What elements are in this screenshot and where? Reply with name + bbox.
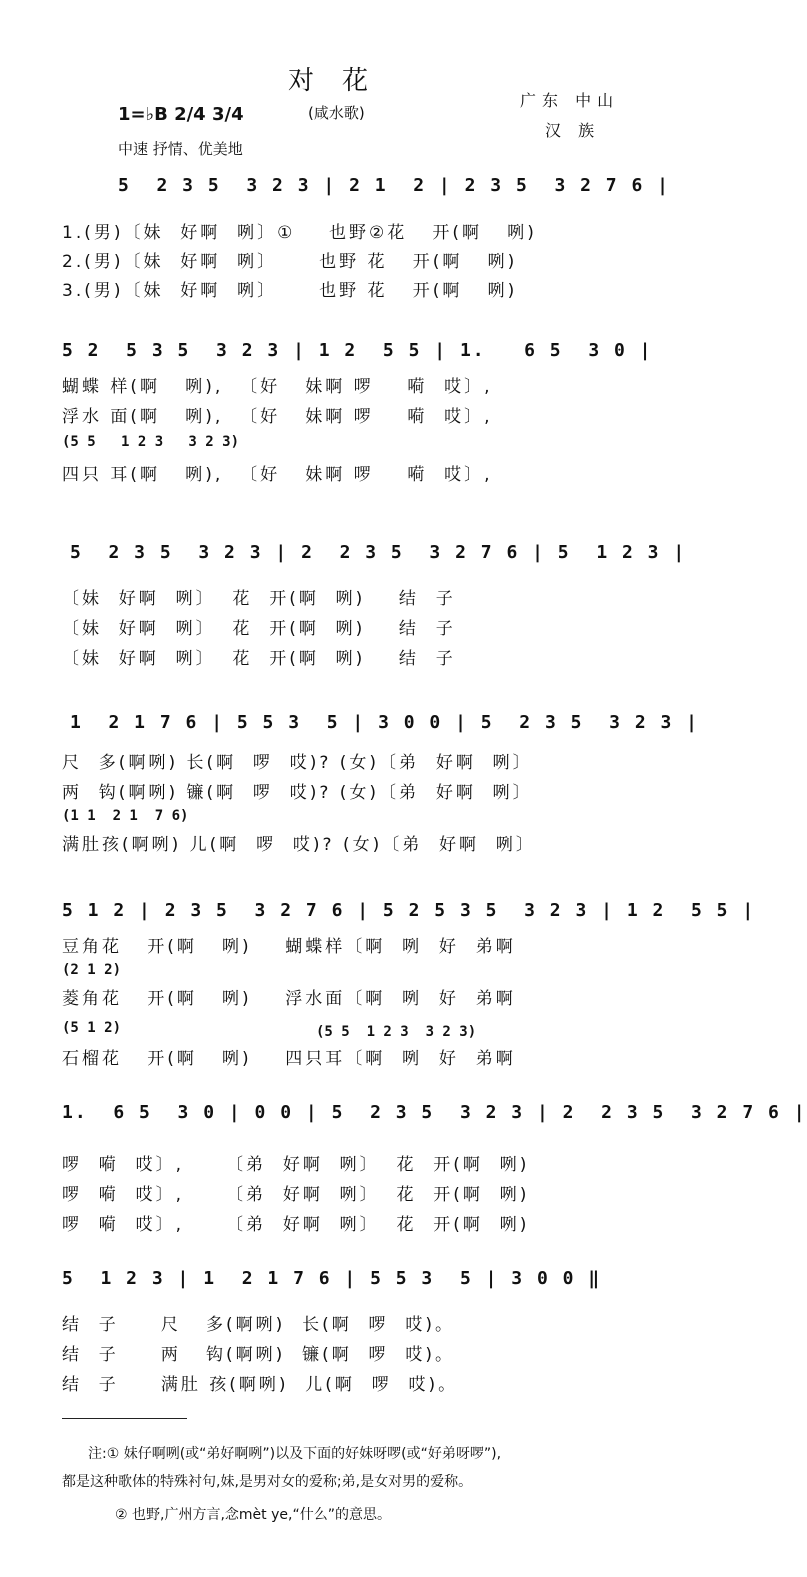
staff-notes: 5 1 2 3 | 1 2 1 7 6 | 5 5 3 5 | 3 0 0 ‖: [62, 1268, 602, 1289]
lyric-line: 啰 嗬 哎〕, 〔弟 好啊 咧〕 花 开(啊 咧): [62, 1155, 530, 1175]
alt-notes: (5 5 1 2 3 3 2 3): [316, 1024, 477, 1040]
lyric-line: 1.(男)〔妹 好啊 咧〕① 也野②花 开(啊 咧): [62, 223, 537, 243]
staff-notes: 1 2 1 7 6 | 5 5 3 5 | 3 0 0 | 5 2 3 5 3 2 3 |: [70, 712, 700, 733]
lyric-line: 菱角花 开(啊 咧) 浮水面〔啊 咧 好 弟啊: [62, 989, 516, 1009]
lyric-line: 蝴蝶 样(啊 咧), 〔好 妹啊 啰 嗬 哎〕,: [62, 377, 493, 397]
lyric-line: 满肚孩(啊咧) 儿(啊 啰 哎)? (女)〔弟 好啊 咧〕: [62, 835, 536, 855]
lyric-line: 啰 嗬 哎〕, 〔弟 好啊 咧〕 花 开(啊 咧): [62, 1215, 530, 1235]
footnote-1-line-1: 注:① 妹仔啊咧(或“弟好啊咧”)以及下面的好妹呀啰(或“好弟呀啰”),: [88, 1446, 502, 1462]
alt-notes: (1 1 2 1 7 6): [62, 808, 189, 824]
lyric-line: 结 子 尺 多(啊咧) 长(啊 啰 哎)。: [62, 1315, 455, 1335]
origin-ethnicity: 汉 族: [545, 121, 601, 140]
staff-notes: 5 2 5 3 5 3 2 3 | 1 2 5 5 | 1. 6 5 3 0 |: [62, 340, 653, 361]
lyric-line: 〔妹 好啊 咧〕 花 开(啊 咧) 结 子: [62, 589, 456, 609]
staff-notes: 5 2 3 5 3 2 3 | 2 2 3 5 3 2 7 6 | 5 1 2 3 |: [70, 542, 687, 563]
origin-region: 广东 中山: [520, 91, 620, 110]
alt-notes: (5 5 1 2 3 3 2 3): [62, 434, 240, 450]
lyric-line: 石榴花 开(啊 咧) 四只耳〔啊 咧 好 弟啊: [62, 1049, 516, 1069]
staff-notes: 5 1 2 | 2 3 5 3 2 7 6 | 5 2 5 3 5 3 2 3 | 1 2 5 5 |: [62, 900, 756, 921]
lyric-line: 结 子 满肚 孩(啊咧) 儿(啊 啰 哎)。: [62, 1375, 459, 1395]
lyric-line: 3.(男)〔妹 好啊 咧〕 也野 花 开(啊 咧): [62, 281, 518, 301]
lyric-line: 啰 嗬 哎〕, 〔弟 好啊 咧〕 花 开(啊 咧): [62, 1185, 530, 1205]
lyric-line: 豆角花 开(啊 咧) 蝴蝶样〔啊 咧 好 弟啊: [62, 937, 516, 957]
song-title: 对花: [288, 66, 397, 96]
staff-notes: 1. 6 5 3 0 | 0 0 | 5 2 3 5 3 2 3 | 2 2 3 5 3 2 7 6 |: [62, 1102, 807, 1123]
lyric-line: 〔妹 好啊 咧〕 花 开(啊 咧) 结 子: [62, 649, 456, 669]
song-subtitle: (咸水歌): [308, 104, 365, 122]
alt-notes: (5 1 2): [62, 1020, 122, 1036]
footnote-divider: [62, 1418, 187, 1419]
lyric-line: 〔妹 好啊 咧〕 花 开(啊 咧) 结 子: [62, 619, 456, 639]
key-signature: 1=♭B 2/4 3/4: [118, 104, 244, 125]
tempo-marking: 中速 抒情、优美地: [118, 140, 243, 158]
alt-notes: (2 1 2): [62, 962, 122, 978]
lyric-line: 2.(男)〔妹 好啊 咧〕 也野 花 开(啊 咧): [62, 252, 518, 272]
lyric-line: 两 钩(啊咧) 镰(啊 啰 哎)? (女)〔弟 好啊 咧〕: [62, 783, 533, 803]
lyric-line: 四只 耳(啊 咧), 〔好 妹啊 啰 嗬 哎〕,: [62, 465, 493, 485]
footnote-2: ② 也野,广州方言,念mèt ye,“什么”的意思。: [115, 1507, 391, 1523]
footnote-1-line-2: 都是这种歌体的特殊衬句,妹,是男对女的爱称;弟,是女对男的爱称。: [62, 1474, 473, 1490]
lyric-line: 尺 多(啊咧) 长(啊 啰 哎)? (女)〔弟 好啊 咧〕: [62, 753, 533, 773]
lyric-line: 浮水 面(啊 咧), 〔好 妹啊 啰 嗬 哎〕,: [62, 407, 493, 427]
lyric-line: 结 子 两 钩(啊咧) 镰(啊 啰 哎)。: [62, 1345, 455, 1365]
staff-notes: 5 2 3 5 3 2 3 | 2 1 2 | 2 3 5 3 2 7 6 |: [118, 175, 670, 196]
